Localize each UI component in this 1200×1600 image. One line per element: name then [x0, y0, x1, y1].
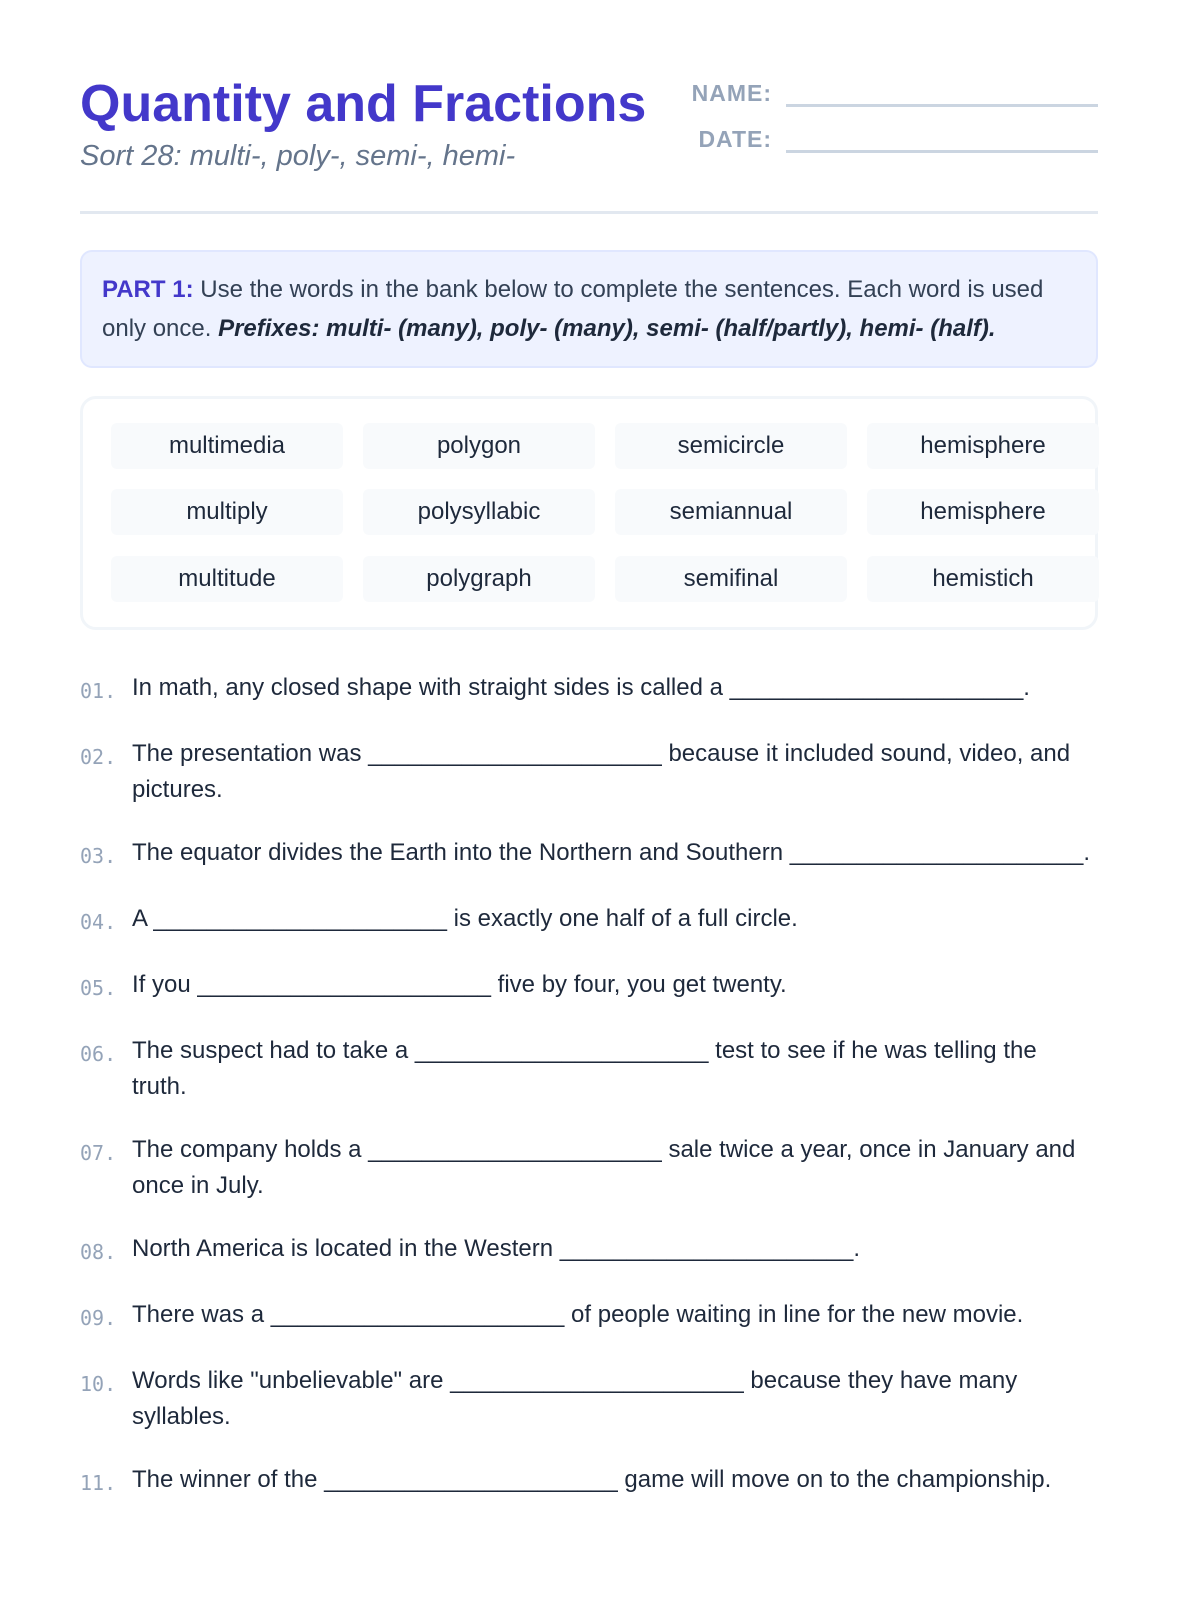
question-text[interactable]: A ______________________ is exactly one half of a full circle. — [132, 905, 798, 932]
name-label: NAME: — [691, 80, 772, 106]
question-number: 04. — [80, 910, 117, 934]
question-number: 05. — [80, 976, 117, 1000]
question-number: 06. — [80, 1042, 117, 1066]
question-number: 09. — [80, 1306, 117, 1330]
question-number: 11. — [80, 1471, 117, 1495]
question-text[interactable]: The winner of the ______________________ game will move on to the championship. — [132, 1466, 1052, 1493]
prefixes-text: Prefixes: multi- (many), poly- (many), semi- (half/partly), hemi- (half). — [218, 315, 996, 342]
worksheet — [80, 0, 1098, 1495]
page-title: Quantity and Fractions — [80, 75, 647, 133]
word-bank-item: polygon — [363, 423, 595, 469]
question-text[interactable]: In math, any closed shape with straight sides is called a ______________________. — [132, 674, 1030, 701]
question-item — [80, 835, 1098, 874]
instructions-box — [80, 250, 1098, 368]
word-bank-item: multiply — [111, 489, 343, 535]
question-item — [80, 967, 1098, 1006]
date-field[interactable] — [688, 126, 1098, 153]
word-bank-item: hemisphere — [867, 489, 1099, 535]
page-subtitle: Sort 28: multi-, poly-, semi-, hemi- — [80, 140, 516, 172]
question-text[interactable]: There was a ______________________ of people waiting in line for the new movie. — [132, 1301, 1024, 1328]
question-item — [80, 1363, 1098, 1435]
date-line[interactable] — [786, 128, 1098, 153]
header — [80, 0, 1098, 214]
question-text[interactable]: Words like "unbelievable" are ______________________ because they have many syllables. — [132, 1367, 1018, 1430]
question-item — [80, 736, 1098, 808]
question-number: 07. — [80, 1141, 117, 1165]
word-bank-item: multimedia — [111, 423, 343, 469]
question-text[interactable]: The equator divides the Earth into the Northern and Southern ______________________. — [132, 839, 1091, 866]
question-item — [80, 670, 1098, 709]
date-label: DATE: — [698, 126, 772, 152]
question-text[interactable]: If you ______________________ five by four, you get twenty. — [132, 971, 787, 998]
word-bank-item: semifinal — [615, 556, 847, 602]
question-text[interactable]: The suspect had to take a ______________________ test to see if he was telling the truth. — [132, 1037, 1037, 1100]
question-number: 02. — [80, 745, 117, 769]
question-number: 03. — [80, 844, 117, 868]
question-number: 10. — [80, 1372, 117, 1396]
word-bank-item: semicircle — [615, 423, 847, 469]
question-list — [80, 670, 1098, 1501]
word-bank-item: hemisphere — [867, 423, 1099, 469]
name-field[interactable] — [688, 80, 1098, 107]
word-bank-item: multitude — [111, 556, 343, 602]
question-text[interactable]: The presentation was ______________________ because it included sound, video, and pictures. — [132, 740, 1071, 803]
question-number: 01. — [80, 679, 117, 703]
word-bank-item: semiannual — [615, 489, 847, 535]
word-bank — [80, 396, 1098, 630]
name-line[interactable] — [786, 82, 1098, 107]
question-item — [80, 1033, 1098, 1105]
word-bank-item: hemistich — [867, 556, 1099, 602]
question-item — [80, 1462, 1098, 1501]
question-item — [80, 1132, 1098, 1204]
question-item — [80, 901, 1098, 940]
part-label: PART 1: — [102, 276, 194, 303]
question-item — [80, 1297, 1098, 1336]
instructions-text: Use the words in the bank below to complete the sentences. Each word is used only once. — [102, 276, 1044, 342]
word-bank-item: polysyllabic — [363, 489, 595, 535]
question-number: 08. — [80, 1240, 117, 1264]
word-bank-item: polygraph — [363, 556, 595, 602]
question-item — [80, 1231, 1098, 1270]
question-text[interactable]: North America is located in the Western ______________________. — [132, 1235, 861, 1262]
question-text[interactable]: The company holds a ______________________ sale twice a year, once in January and once in July. — [132, 1136, 1076, 1199]
